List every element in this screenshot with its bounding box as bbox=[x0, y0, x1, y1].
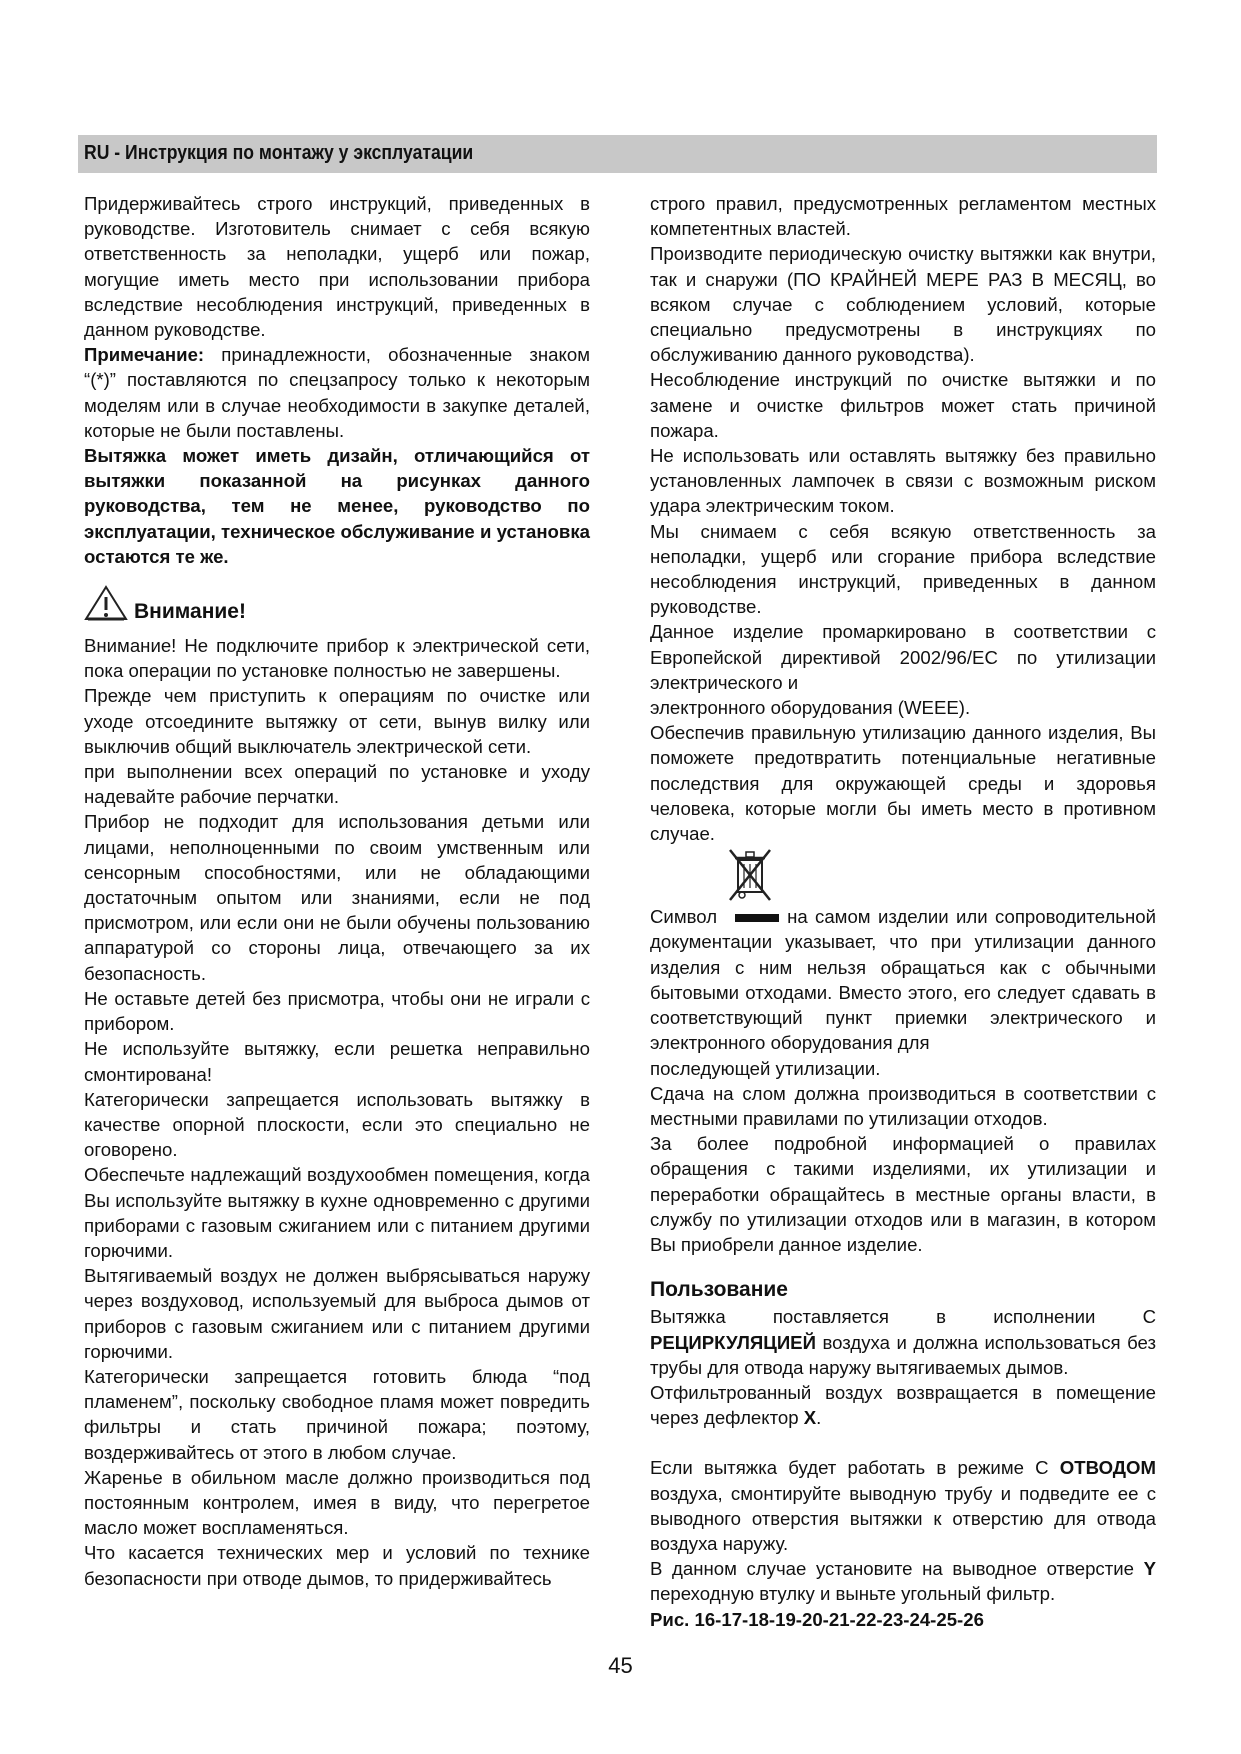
warning-triangle-icon bbox=[84, 585, 128, 621]
warning-item: Вытягиваемый воздух не должен выбрясываться наружу через воздуховод, используемый для выброса дымов от приборов с газовым сжиганием или с питанием другими горючими. bbox=[84, 1265, 590, 1362]
usage-text: Вытяжка поставляется в исполнении С bbox=[650, 1306, 1156, 1328]
paragraph-end: последующей утилизации. bbox=[650, 1057, 881, 1079]
figure-reference: Рис. 16-17-18-19-20-21-22-23-24-25-26 bbox=[650, 1608, 984, 1630]
design-notice: Вытяжка может иметь дизайн, отличающийся от вытяжки показанной на рисунках данного руководства, тем не менее, руководство по эксплуатации, техническое обслуживание и установка остаются те же. bbox=[84, 445, 590, 567]
usage-bold: ОТВОДОМ bbox=[1059, 1457, 1156, 1479]
paragraph: Обеспечив правильную утилизацию данного изделия, Вы поможете предотвратить потенциальные негативные последствия для окружающей среды и здоровья человека, которые могли бы иметь место в противном случае. bbox=[650, 722, 1156, 845]
warning-item: Жаренье в обильном масле должно производиться под постоянным контролем, имея в виду, что перегретое масло может воспламеняться. bbox=[84, 1466, 590, 1539]
section-title: RU - Инструкция по монтажу у эксплуатации bbox=[84, 142, 474, 164]
usage-text: воздуха, смонтируйте выводную трубу и подведите ее с выводного отверстия вытяжки к отверстию для отвода воздуха наружу. bbox=[650, 1482, 1156, 1554]
warning-heading bbox=[84, 585, 590, 627]
paragraph: Не использовать или оставлять вытяжку без правильно установленных лампочек в связи с возможным риском удара электрическим током. bbox=[650, 445, 1156, 517]
page-number: 45 bbox=[608, 1653, 633, 1678]
usage-paragraph bbox=[650, 1455, 1156, 1556]
paragraph: Несоблюдение инструкций по очистке вытяжки и по замене и очистке фильтров может стать причиной пожара. bbox=[650, 369, 1156, 441]
usage-text: переходную втулку и выньте угольный фильтр. bbox=[650, 1583, 1056, 1605]
symbol-label: Символ bbox=[650, 906, 718, 928]
warning-item: Не оставьте детей без присмотра, чтобы они не играли с прибором. bbox=[84, 987, 590, 1035]
intro-paragraph: Придерживайтесь строго инструкций, приведенных в руководстве. Изготовитель снимает с себя всякую ответственность за неполадки, ущерб или пожар, могущие иметь место при использовании прибора вследствие несоблюдения инструкций, приведенных в данном руководстве. bbox=[84, 193, 590, 341]
usage-text: . bbox=[816, 1407, 822, 1429]
usage-paragraph bbox=[650, 1304, 1156, 1380]
note-label: Примечание: bbox=[84, 344, 205, 366]
usage-text: Отфильтрованный воздух возвращается в помещение через дефлектор bbox=[650, 1381, 1156, 1429]
note-paragraph bbox=[84, 342, 590, 443]
usage-title: Пользование bbox=[650, 1278, 788, 1302]
usage-bold: РЕЦИРКУЛЯЦИЕЙ bbox=[650, 1331, 816, 1353]
warning-item: Категорически запрещается готовить блюда “под пламенем”, поскольку свободное пламя может повредить фильтры и стать причиной пожара; поэтому, воздерживайтесь от этого в любом случае. bbox=[84, 1365, 590, 1463]
usage-bold: X bbox=[803, 1407, 817, 1429]
symbol-text: на самом изделии или сопроводительной документации указывает, что при утилизации данного изделия с ним нельзя обращаться как с обычными бытовыми отходами. Вместо этого, его следует сдавать в соответствующий пункт приемки электрического и электронного оборудования для bbox=[650, 906, 1156, 1054]
weee-bar-symbol bbox=[735, 914, 779, 922]
paragraph: строго правил, предусмотренных регламентом местных компетентных властей. bbox=[650, 193, 1156, 240]
usage-text: воздуха и должна использоваться без трубы для отвода наружу вытягиваемых дымов. bbox=[650, 1331, 1156, 1378]
weee-bin-icon bbox=[722, 846, 782, 904]
paragraph: Сдача на слом должна производиться в соответствии с местными правилами по утилизации отходов. bbox=[650, 1082, 1156, 1129]
section-header-bar bbox=[78, 135, 1157, 173]
paragraph: За более подробной информацией о правилах обращения с такими изделиями, их утилизации и переработки обращайтесь в местные органы власти, в службу по утилизации отходов или в магазин, в котором Вы приобрели данное изделие. bbox=[650, 1133, 1156, 1255]
warning-item: Не используйте вытяжку, если решетка неправильно смонтирована! bbox=[84, 1038, 590, 1085]
warning-item: при выполнении всех операций по установке и уходу надевайте рабочие перчатки. bbox=[84, 761, 590, 808]
warning-item: Прибор не подходит для использования детьми или лицами, неполноценными по своим умственным или сенсорным способностями, или не обладающими достаточным опытом или знаниями, если не под присмотром, или если они не были обучены пользованию аппаратурой со стороны лица, отвечающего за их безопасность. bbox=[84, 811, 590, 984]
warning-item: Что касается технических мер и условий по технике безопасности при отводе дымов, то придерживайтесь bbox=[84, 1542, 590, 1589]
note-text: принадлежности, обозначенные знаком “(*)” поставляются по спецзапросу только к некоторым моделям или в случае необходимости в закупке деталей, которые не были поставлены. bbox=[84, 344, 590, 441]
warning-item: Обеспечьте надлежащий воздухообмен помещения, когда Вы используйте вытяжку в кухне одновременно с другими приборами с газовым сжиганием или с питанием другими горючими. bbox=[84, 1164, 590, 1261]
warning-item: Внимание! Не подключите прибор к электрической сети, пока операции по установке полностью не завершены. bbox=[84, 635, 590, 682]
usage-text: В данном случае установите на выводное отверстие bbox=[650, 1558, 1144, 1580]
weee-paragraph: Данное изделие промаркировано в соответствии с Европейской директивой 2002/96/EC по утилизации электрического и bbox=[650, 621, 1156, 693]
warning-item: Прежде чем приступить к операциям по очистке или уходе отсоедините вытяжку от сети, вынув вилку или выключив общий выключатель электрической сети. bbox=[84, 685, 590, 757]
weee-paragraph-end: электронного оборудования (WEEE). bbox=[650, 697, 971, 719]
warning-title: Внимание! bbox=[134, 600, 246, 624]
paragraph: Мы снимаем с себя всякую ответственность за неполадки, ущерб или сгорание прибора вследствие несоблюдения инструкций, приведенных в данном руководстве. bbox=[650, 520, 1156, 618]
usage-text: Если вытяжка будет работать в режиме С bbox=[650, 1457, 1060, 1479]
warning-item: Категорически запрещается использовать вытяжку в качестве опорной плоскости, если это специально не оговорено. bbox=[84, 1088, 590, 1161]
paragraph: Производите периодическую очистку вытяжки как внутри, так и снаружи (ПО КРАЙНЕЙ МЕРЕ РАЗ В МЕСЯЦ, во всяком случае с соблюдением условий, которые специально предусмотрены в инструкциях по обслуживанию данного руководства). bbox=[650, 243, 1156, 366]
left-column bbox=[84, 191, 590, 1591]
symbol-paragraph bbox=[650, 904, 1156, 1055]
usage-paragraph bbox=[650, 1556, 1156, 1606]
usage-bold: Y bbox=[1143, 1558, 1156, 1580]
right-column bbox=[650, 191, 1156, 1632]
usage-paragraph bbox=[650, 1380, 1156, 1430]
